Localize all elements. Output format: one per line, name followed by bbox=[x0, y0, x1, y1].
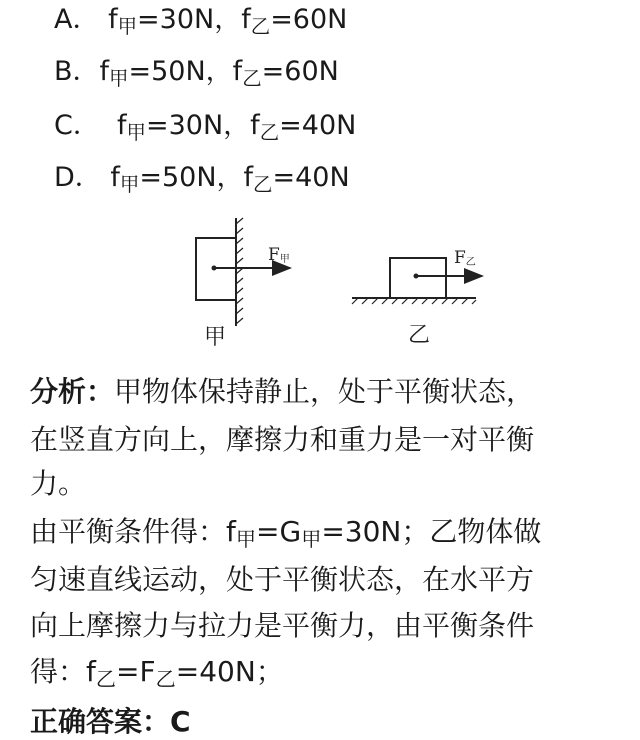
sub-yi: 乙 bbox=[95, 667, 117, 692]
option-f: f bbox=[108, 4, 118, 35]
analysis-line-7 bbox=[30, 650, 284, 690]
analysis-text: =40N； bbox=[175, 655, 284, 688]
analysis-text: =G bbox=[256, 515, 302, 548]
option-tail: =60N bbox=[261, 56, 339, 87]
option-mid: =50N，f bbox=[128, 56, 243, 87]
block-yi bbox=[390, 258, 446, 298]
label-jia: 甲 bbox=[204, 325, 227, 350]
label-yi: 乙 bbox=[408, 323, 431, 348]
option-sub-yi: 乙 bbox=[259, 120, 280, 144]
analysis-text: =30N；乙物体做 bbox=[321, 515, 542, 548]
force-label-jia: F甲 bbox=[268, 245, 290, 265]
option-sub-jia: 甲 bbox=[119, 172, 140, 196]
analysis-text: 得：f bbox=[30, 655, 96, 688]
option-sub-yi: 乙 bbox=[250, 14, 271, 38]
option-sub-yi: 乙 bbox=[242, 66, 262, 90]
option-mid: =50N，f bbox=[139, 162, 254, 193]
option-tail: =40N bbox=[272, 162, 350, 193]
option-sub-jia: 甲 bbox=[109, 66, 129, 90]
option-f: f bbox=[99, 56, 110, 87]
option-f: f bbox=[110, 162, 120, 193]
analysis-line-5: 匀速直线运动，处于平衡状态，在水平方 bbox=[30, 563, 535, 596]
analysis-text: 甲物体保持静止，处于平衡状态， bbox=[114, 375, 535, 408]
option-b bbox=[54, 54, 339, 90]
analysis-line-3: 力。 bbox=[30, 467, 87, 500]
analysis-line-4 bbox=[30, 510, 541, 550]
force-label-yi: F乙 bbox=[454, 248, 476, 268]
option-letter: D． bbox=[54, 162, 102, 193]
option-a bbox=[54, 2, 347, 38]
wall bbox=[236, 218, 243, 326]
option-letter: A． bbox=[54, 4, 100, 35]
option-sub-jia: 甲 bbox=[126, 120, 146, 144]
option-mid: =30N，f bbox=[146, 110, 260, 141]
analysis-text: 由平衡条件得：f bbox=[30, 515, 236, 548]
option-f: f bbox=[117, 110, 127, 141]
sub-jia: 甲 bbox=[235, 527, 257, 552]
option-c bbox=[54, 108, 356, 144]
physics-figure bbox=[190, 214, 490, 350]
analysis-line-6: 向上摩擦力与拉力是平衡力，由平衡条件 bbox=[30, 609, 535, 642]
correct-answer: 正确答案：C bbox=[30, 705, 191, 738]
option-letter: C． bbox=[54, 110, 100, 141]
analysis-line-2: 在竖直方向上，摩擦力和重力是一对平衡 bbox=[30, 423, 535, 456]
sub-jia: 甲 bbox=[301, 527, 322, 552]
option-sub-yi: 乙 bbox=[253, 172, 273, 196]
option-tail: =40N bbox=[279, 110, 357, 141]
option-mid: =30N，f bbox=[137, 4, 251, 35]
option-tail: =60N bbox=[270, 4, 348, 35]
analysis-line-1 bbox=[30, 370, 534, 410]
analysis-heading: 分析： bbox=[30, 375, 115, 408]
option-d bbox=[54, 160, 350, 196]
option-sub-jia: 甲 bbox=[117, 14, 138, 38]
analysis-text: =F bbox=[116, 655, 156, 688]
sub-yi: 乙 bbox=[155, 667, 176, 692]
option-letter: B． bbox=[54, 56, 100, 87]
